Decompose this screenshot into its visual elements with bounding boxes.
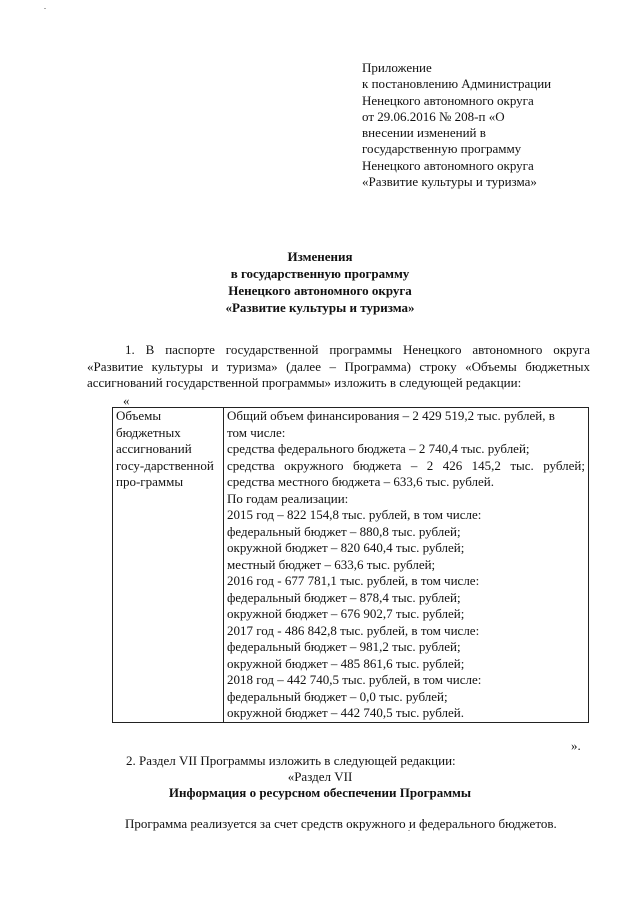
appendix-line: государственную программу — [362, 141, 522, 157]
funding-line: местный бюджет – 633,6 тыс. рублей; — [227, 556, 436, 572]
scan-speck — [44, 8, 46, 9]
funding-line: средства окружного бюджета – 2 426 145,2 тыс. рублей; — [227, 457, 585, 473]
paragraph-3: Программа реализуется за счет средств окружного и федерального бюджетов. — [125, 816, 557, 831]
appendix-line: от 29.06.2016 № 208-п «О — [362, 108, 505, 124]
funding-line: федеральный бюджет – 981,2 тыс. рублей; — [227, 639, 461, 654]
funding-table — [112, 407, 589, 723]
funding-line: Общий объем финансирования – 2 429 519,2 тыс. рублей, в — [227, 408, 555, 423]
funding-line: 2017 год - 486 842,8 тыс. рублей, в том числе: — [227, 622, 480, 638]
quote-close: ». — [571, 738, 581, 753]
title-line: Ненецкого автономного округа — [228, 283, 412, 298]
section-title: Информация о ресурсном обеспечении Программы — [168, 785, 472, 800]
appendix-line: к постановлению Администрации — [362, 76, 552, 92]
funding-line: окружной бюджет – 442 740,5 тыс. рублей. — [227, 705, 465, 720]
appendix-line: «Развитие культуры и туризма» — [362, 174, 537, 190]
appendix-line: Ненецкого автономного округа — [362, 157, 534, 173]
appendix-line: Приложение — [362, 60, 432, 75]
paragraph-2: 2. Раздел VII Программы изложить в следующей редакции: — [126, 753, 456, 768]
funding-line: окружной бюджет – 485 861,6 тыс. рублей; — [227, 655, 465, 671]
table-label: Объемы бюджетных ассигнований госу-дарственной про-граммы — [116, 408, 214, 489]
funding-line: 2018 год – 442 740,5 тыс. рублей, в том числе: — [227, 672, 482, 687]
title-line: в государственную программу — [230, 266, 410, 281]
table-row — [113, 408, 589, 723]
funding-line: 2015 год – 822 154,8 тыс. рублей, в том числе: — [227, 507, 482, 522]
appendix-line: Ненецкого автономного округа — [362, 92, 534, 108]
funding-line: федеральный бюджет – 878,4 тыс. рублей; — [227, 589, 461, 605]
funding-line: 2016 год - 677 781,1 тыс. рублей, в том числе: — [227, 573, 480, 588]
funding-line: окружной бюджет – 820 640,4 тыс. рублей; — [227, 540, 465, 555]
funding-line: средства федерального бюджета – 2 740,4 тыс. рублей; — [227, 441, 530, 456]
appendix-block — [362, 60, 602, 190]
section-heading: «Раздел VII — [287, 769, 353, 784]
funding-line: окружной бюджет – 676 902,7 тыс. рублей; — [227, 606, 465, 621]
funding-line: том числе: — [227, 424, 286, 440]
table-label-cell — [113, 408, 224, 723]
funding-line: По годам реализации: — [227, 490, 349, 506]
document-title — [0, 248, 640, 316]
funding-line: средства местного бюджета – 633,6 тыс. рублей. — [227, 474, 494, 489]
funding-line: федеральный бюджет – 0,0 тыс. рублей; — [227, 688, 448, 704]
title-line: Изменения — [287, 249, 353, 264]
paragraph-1: 1. В паспорте государственной программы Ненецкого автономного округа «Развитие культуры и туризма» (далее – Программа) строку «Объемы бюджетных ассигнований государственной программы» изложить в следующей редакции: — [87, 342, 590, 390]
appendix-line: внесении изменений в — [362, 125, 486, 141]
title-line: «Развитие культуры и туризма» — [225, 300, 415, 315]
funding-line: федеральный бюджет – 880,8 тыс. рублей; — [227, 523, 461, 539]
quote-open: « — [123, 393, 130, 408]
table-value-cell — [224, 408, 589, 723]
